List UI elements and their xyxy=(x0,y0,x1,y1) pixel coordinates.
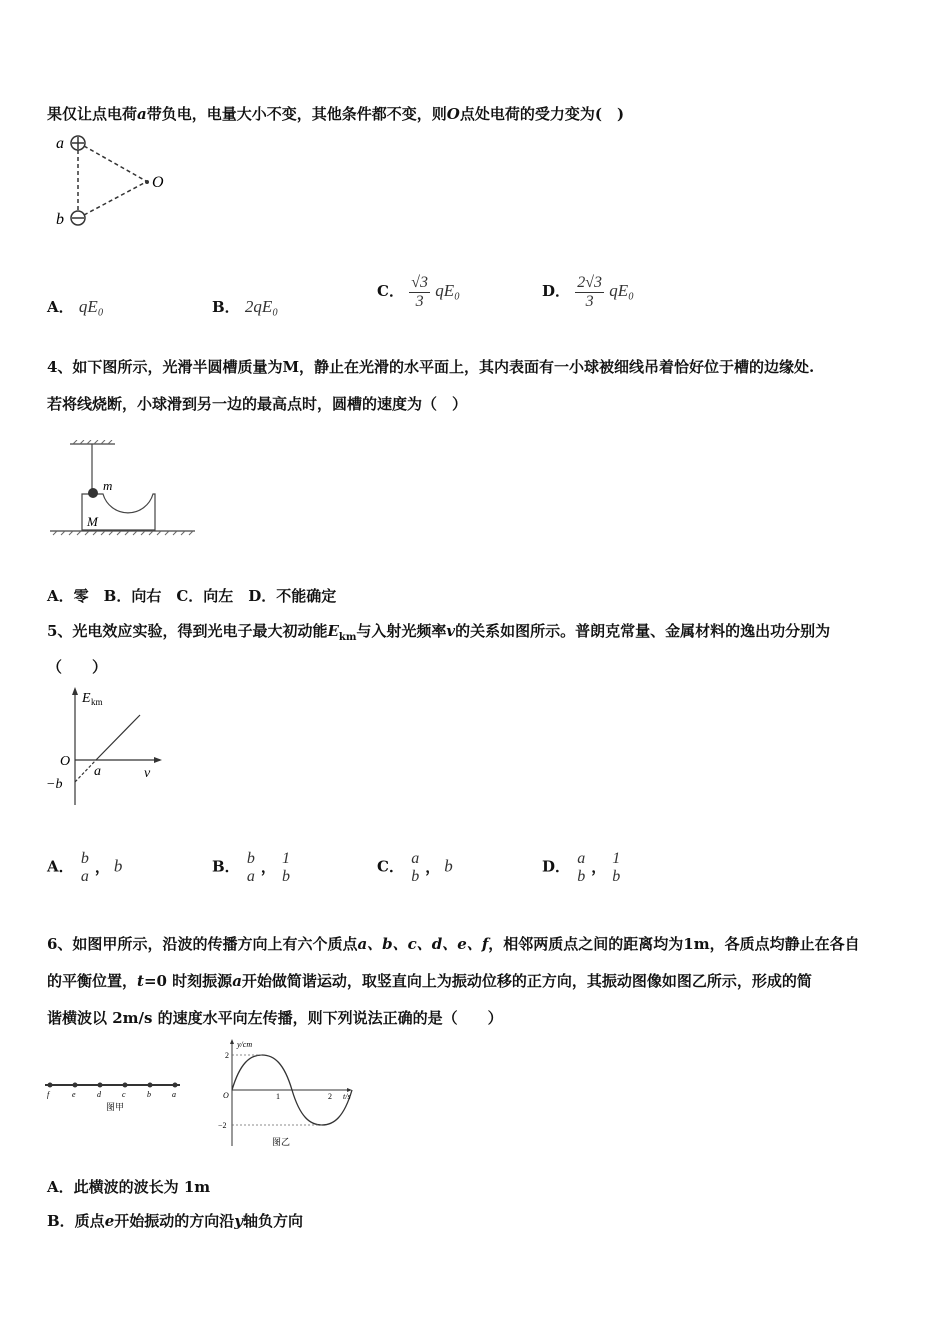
q5-var-v: v xyxy=(446,622,456,640)
q5-label-O: O xyxy=(60,754,71,769)
q5-option-b[interactable] xyxy=(212,850,292,885)
q5-graph xyxy=(40,685,170,815)
q5-option-a[interactable] xyxy=(47,850,122,885)
q5-label-v: v xyxy=(144,766,151,781)
separator: ， xyxy=(94,857,110,876)
q4-options[interactable]: A．零 B．向右 C．向左 D．不能确定 xyxy=(47,587,337,605)
q3-text-2: 带负电，电量大小不变，其他条件都不变，则 xyxy=(146,105,447,123)
point-label: a xyxy=(172,1090,176,1099)
q6-fig2-graph xyxy=(215,1038,365,1150)
q5-stem-line-2: （ ） xyxy=(47,658,108,676)
option-value: qE₀ xyxy=(78,297,104,316)
fraction xyxy=(409,274,430,310)
q3-text-1: 果仅让点电荷 xyxy=(47,105,138,123)
fraction xyxy=(610,850,622,885)
fraction-denominator: 3 xyxy=(585,292,594,310)
q6-text-2: ，相邻两质点之间的距离均为1m，各质点均静止在各自 xyxy=(488,935,860,953)
q5-stem-line-1 xyxy=(47,620,830,643)
q6-text-3: 的平衡位置， xyxy=(47,972,138,990)
fraction xyxy=(245,850,257,885)
q6-optb-var-e: e xyxy=(104,1212,115,1230)
fraction xyxy=(280,850,292,885)
q6-vars: a、b、c、d、e、f xyxy=(357,935,489,953)
q5-label-km: km xyxy=(91,697,103,707)
option-value: qE₀ xyxy=(609,281,635,301)
q6-optb-text-1: B．质点 xyxy=(47,1212,105,1230)
option-value: b xyxy=(113,856,123,876)
x-axis-label: t/s xyxy=(343,1092,351,1101)
fraction-denominator: a xyxy=(246,867,255,885)
separator: ， xyxy=(425,857,441,876)
y-pos-label: 2 xyxy=(225,1051,229,1060)
option-letter: A． xyxy=(47,857,74,876)
ball xyxy=(88,488,98,498)
q6-var-t: t xyxy=(137,972,144,990)
option-letter: B． xyxy=(212,857,240,876)
q6-text-4: =0 时刻振源 xyxy=(143,972,233,990)
q3-option-d[interactable] xyxy=(542,274,634,310)
q3-stem xyxy=(47,103,624,124)
q5-text-1: 5、光电效应实验，得到光电子最大初动能 xyxy=(47,622,328,640)
ekm-extension xyxy=(75,760,96,782)
fraction xyxy=(575,850,587,885)
point-label: b xyxy=(147,1090,151,1099)
fraction xyxy=(79,850,91,885)
x1-label: 1 xyxy=(276,1092,280,1101)
q6-stem-line-1 xyxy=(47,933,860,954)
q3-option-b[interactable] xyxy=(212,296,278,317)
fig1-caption: 图甲 xyxy=(106,1102,125,1112)
q4-stem-line-1: 4、如下图所示，光滑半圆槽质量为M，静止在光滑的水平面上，其内表面有一小球被细线吊着恰好位于槽的边缘处. xyxy=(47,358,815,376)
q3-text-3: 点处电荷的受力变为( ) xyxy=(459,105,625,123)
q5-var-km: km xyxy=(338,632,357,643)
x2-label: 2 xyxy=(328,1092,332,1101)
option-value: 2qE₀ xyxy=(244,297,279,316)
q3-var-O: O xyxy=(446,105,460,123)
q3-label-b: b xyxy=(56,211,64,228)
point-label: c xyxy=(122,1090,126,1099)
y-neg-label: −2 xyxy=(218,1121,227,1130)
option-letter: A． xyxy=(47,298,74,316)
fraction xyxy=(409,850,421,885)
q3-label-a: a xyxy=(56,135,64,152)
q6-option-b[interactable] xyxy=(47,1210,303,1231)
point-label: e xyxy=(72,1090,76,1099)
q6-optb-var-y: y xyxy=(234,1212,243,1230)
fraction-numerator: 1 xyxy=(281,850,290,867)
option-letter: D． xyxy=(542,282,571,301)
fraction-numerator: a xyxy=(411,850,420,867)
q6-text-5: 开始做简谐运动，取竖直向上为振动位移的正方向，其振动图像如图乙所示，形成的简 xyxy=(241,972,812,990)
fraction-denominator: b xyxy=(577,867,586,885)
q6-optb-text-2: 开始振动的方向沿 xyxy=(114,1212,235,1230)
separator: ， xyxy=(591,857,607,876)
q3-triangle-figure xyxy=(50,130,190,230)
q4-label-m: m xyxy=(103,478,113,493)
q5-var-E: E xyxy=(327,622,339,640)
q4-semicircle-figure xyxy=(45,440,205,540)
fraction-numerator: 1 xyxy=(612,850,621,867)
option-value: qE₀ xyxy=(435,281,460,301)
q6-optb-text-3: 轴负方向 xyxy=(242,1212,303,1230)
q4-stem-line-2: 若将线烧断，小球滑到另一边的最高点时，圆槽的速度为（ ） xyxy=(47,395,468,413)
q6-text-1: 6、如图甲所示，沿波的传播方向上有六个质点 xyxy=(47,935,358,953)
point-label: d xyxy=(97,1090,101,1099)
q6-var-a: a xyxy=(232,972,242,990)
q5-label-Ekm: E xyxy=(82,691,91,706)
q4-label-M: M xyxy=(87,514,98,529)
fraction-numerator: 2√3 xyxy=(577,274,603,291)
fraction-denominator: b xyxy=(411,867,420,885)
q6-option-a[interactable]: A．此横波的波长为 1m xyxy=(47,1178,211,1196)
q5-text-2: 与入射光频率 xyxy=(356,622,447,640)
fraction-denominator: 3 xyxy=(415,292,424,310)
q3-var-a: a xyxy=(137,105,147,123)
q3-option-a[interactable] xyxy=(47,296,104,317)
fraction-denominator: b xyxy=(612,867,621,885)
q5-label-a: a xyxy=(94,764,101,779)
y-axis-label: y/cm xyxy=(237,1040,253,1049)
fraction-denominator: a xyxy=(80,867,89,885)
option-letter: C． xyxy=(377,282,404,301)
fraction-numerator: b xyxy=(246,850,255,867)
q6-stem-line-3: 谐横波以 2m/s 的速度水平向左传播，则下列说法正确的是（ ） xyxy=(47,1009,503,1027)
origin-label: O xyxy=(223,1091,229,1100)
option-letter: D． xyxy=(542,857,571,876)
option-value: b xyxy=(444,856,453,876)
q5-option-c[interactable] xyxy=(377,850,453,885)
q3-option-c[interactable] xyxy=(377,274,460,310)
fraction-numerator: √3 xyxy=(411,274,428,291)
separator: ， xyxy=(260,857,276,876)
q5-label-b: −b xyxy=(46,777,63,792)
q6-fig1-particles xyxy=(40,1075,190,1115)
fraction-numerator: b xyxy=(80,850,89,867)
ekm-line xyxy=(96,715,140,760)
fig2-caption: 图乙 xyxy=(272,1137,291,1147)
fraction-numerator: a xyxy=(577,850,586,867)
fraction xyxy=(575,274,604,310)
q6-stem-line-2 xyxy=(47,970,812,991)
option-letter: B． xyxy=(212,298,240,316)
q5-option-d[interactable] xyxy=(542,850,622,885)
q5-text-3: 的关系如图所示。普朗克常量、金属材料的逸出功分别为 xyxy=(455,622,831,640)
option-letter: C． xyxy=(377,857,404,876)
fraction-denominator: b xyxy=(281,867,290,885)
point-label: f xyxy=(47,1090,50,1099)
q3-label-O: O xyxy=(152,174,164,191)
